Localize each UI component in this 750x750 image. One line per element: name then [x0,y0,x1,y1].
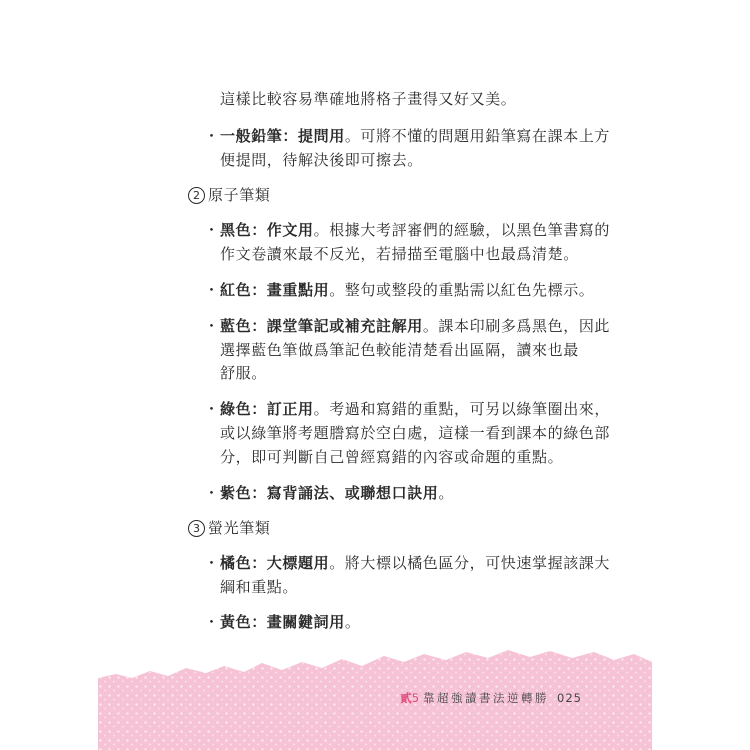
yellow-term: 黃色：畫關鍵詞用 [220,613,345,631]
blue-text: 。課本印刷多爲黑色，因此 [422,317,611,335]
section-number-badge: 3 [188,520,205,537]
green-item-line2: 或以綠筆將考題謄寫於空白處，這樣一看到課本的綠色部 [220,424,611,442]
yellow-text: 。 [344,613,361,631]
chapter-number: 5 [411,691,420,705]
green-text: 。考過和寫錯的重點，可另以綠筆圈出來， [313,400,611,418]
blue-item-line3: 舒服。 [220,364,267,382]
bullet-dot: ・ [204,221,220,239]
bullet-dot: ・ [204,400,220,418]
bullet-dot: ・ [204,281,220,299]
purple-text: 。 [438,484,455,502]
orange-term: 橘色：大標題用 [220,554,330,572]
bullet-dot: ・ [204,554,220,572]
chapter-title: 靠超強讀書法逆轉勝 [423,691,550,705]
purple-term: 紫色：寫背誦法、或聯想口訣用 [220,484,439,502]
pencil-text: 。可將不懂的問題用鉛筆寫在課本上方 [344,127,611,145]
bullet-dot: ・ [204,317,220,335]
section-title: 原子筆類 [208,186,271,204]
blue-term: 藍色：課堂筆記或補充註解用 [220,317,423,335]
section-title: 螢光筆類 [208,519,271,537]
black-item-line2: 作文卷讀來最不反光，若掃描至電腦中也最爲清楚。 [220,245,579,263]
bullet-dot: ・ [204,127,220,145]
page-number: 025 [557,691,582,705]
bullet-dot: ・ [204,613,220,631]
red-text: 。整句或整段的重點需以紅色先標示。 [329,281,595,299]
section-heading-highlighter [188,517,270,539]
black-term: 黑色：作文用 [220,221,314,239]
black-item-line1 [220,219,610,241]
green-item-line1 [220,398,610,420]
red-term: 紅色：畫重點用 [220,281,330,299]
footer-running-head [400,690,582,706]
orange-item-line2: 綱和重點。 [220,578,299,596]
pencil-item-line2: 便提問，待解決後即可擦去。 [220,151,423,169]
blue-item-line1 [220,315,610,337]
bullet-dot: ・ [204,484,220,502]
green-item-line3: 分，即可判斷自己曾經寫錯的內容或命題的重點。 [220,448,564,466]
pencil-item-line1 [220,125,610,147]
blue-item-line2: 選擇藍色筆做爲筆記色較能清楚看出區隔，讀來也最 [220,341,579,359]
yellow-item-line1 [220,611,360,633]
pencil-term: 一般鉛筆：提問用 [220,127,345,145]
black-text: 。根據大考評審們的經驗，以黑色筆書寫的 [313,221,611,239]
orange-item-line1 [220,552,610,574]
purple-item-line1 [220,482,454,504]
section-number-badge: 2 [188,187,205,204]
green-term: 綠色：訂正用 [220,400,314,418]
section-heading-ballpoint [188,184,270,206]
orange-text: 。將大標以橘色區分，可快速掌握該課大 [329,554,611,572]
intro-line: 這樣比較容易準確地將格子畫得又好又美。 [220,90,517,108]
chapter-mark: 貳 [400,691,412,705]
red-item-line1 [220,279,594,301]
